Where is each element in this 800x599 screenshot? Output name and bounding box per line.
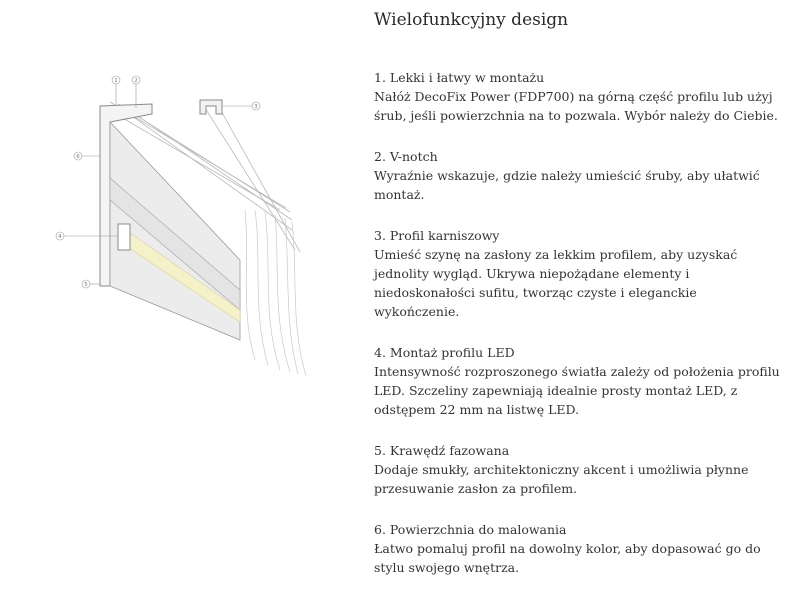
callout-3: 3 (254, 104, 258, 110)
page-title: Wielofunkcyjny design (374, 10, 569, 30)
feature-description: Nałóż DecoFix Power (FDP700) na górną część profilu lub użyj śrub, jeśli powierzchnia na to pozwala. Wybór należy do Ciebie. (374, 89, 778, 123)
feature-item (374, 520, 784, 577)
feature-title: 6. Powierzchnia do malowania (374, 522, 567, 537)
feature-description: Intensywność rozproszonego światła zależy od położenia profilu LED. Szczeliny zapewniają idealnie prosty montaż LED, z odstępem 22 mm na listwę LED. (374, 364, 780, 417)
callout-4: 4 (58, 234, 62, 240)
feature-item (374, 226, 784, 321)
feature-description: Łatwo pomaluj profil na dowolny kolor, aby dopasować go do stylu swojego wnętrza. (374, 541, 761, 575)
feature-content (374, 8, 784, 599)
feature-item (374, 147, 784, 204)
callout-6: 6 (76, 154, 80, 160)
feature-item (374, 68, 784, 125)
feature-title: 5. Krawędź fazowana (374, 443, 510, 458)
feature-item (374, 343, 784, 419)
profile-illustration (40, 60, 340, 380)
feature-description: Dodaje smukły, architektoniczny akcent i umożliwia płynne przesuwanie zasłon za profilem. (374, 462, 749, 496)
callout-1: 1 (114, 78, 118, 84)
feature-title: 1. Lekki i łatwy w montażu (374, 70, 545, 85)
callout-2: 2 (134, 78, 138, 84)
feature-title: 4. Montaż profilu LED (374, 345, 515, 360)
callout-5: 5 (84, 282, 88, 288)
feature-item (374, 441, 784, 498)
feature-description: Umieść szynę na zasłony za lekkim profilem, aby uzyskać jednolity wygląd. Ukrywa niepożądane elementy i niedoskonałości sufitu, tworząc czyste i eleganckie wykończenie. (374, 247, 738, 319)
feature-title: 3. Profil karniszowy (374, 228, 500, 243)
feature-description: Wyraźnie wskazuje, gdzie należy umieścić śruby, aby ułatwić montaż. (374, 168, 760, 202)
feature-title: 2. V-notch (374, 149, 438, 164)
